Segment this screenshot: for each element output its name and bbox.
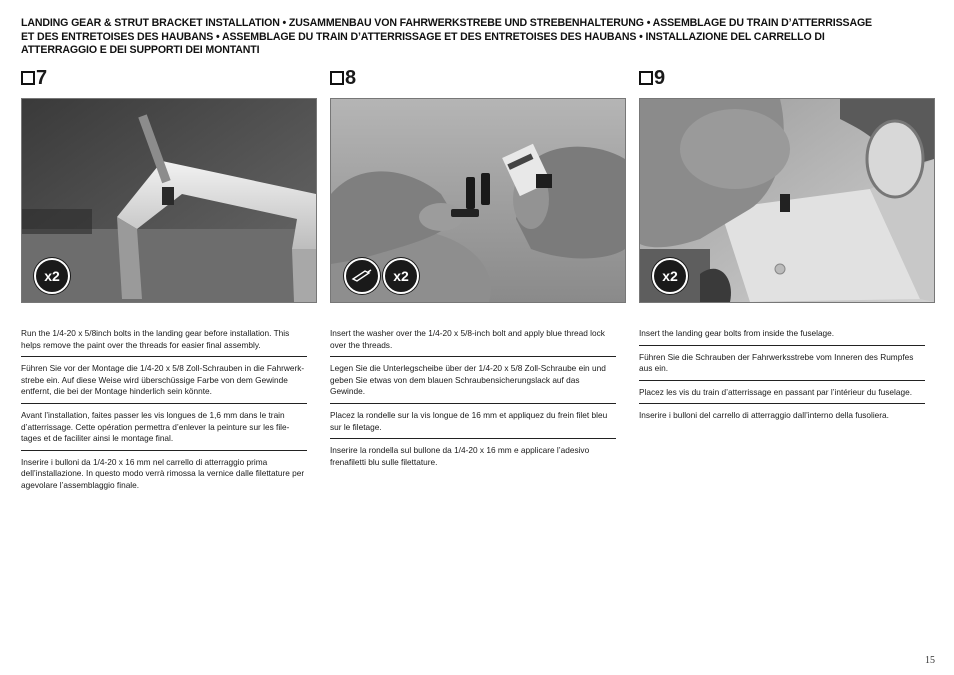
checkbox-icon[interactable] — [21, 71, 35, 85]
instruction-fr: Placez les vis du train d’atterrissage en passant par l’intérieur du fuselage. — [639, 387, 925, 405]
step-number-label: 8 — [345, 67, 357, 89]
quantity-badge: x2 — [383, 258, 419, 294]
step-8 — [330, 67, 626, 467]
step-number — [21, 67, 317, 89]
step-number-label: 9 — [654, 67, 666, 89]
step-number — [330, 67, 626, 89]
step-7 — [21, 67, 317, 490]
instruction-fr: Avant l’installation, faites passer les vis longues de 1,6 mm dans le train d’atterrissage. Cette opération permettra d’enlever la peinture sur les file-tages et de faciliter ainsi le montage final. — [21, 410, 307, 451]
quantity-badge: x2 — [652, 258, 688, 294]
instruction-de: Führen Sie vor der Montage die 1/4-20 x 5/8 Zoll-Schrauben in die Fahrwerk-strebe ein. Auf diese Weise wird überschüssige Farbe von dem Gewinde entfernt, die bei der Montage hinderlich sein könnte. — [21, 363, 307, 404]
threadlock-tube-icon — [344, 258, 380, 294]
step-9-instructions — [639, 328, 925, 433]
instruction-it: Inserire la rondella sul bullone da 1/4-20 x 16 mm e applicare l’adesivo frenafiletti blu sulle filettature. — [330, 445, 590, 467]
checkbox-icon[interactable] — [330, 71, 344, 85]
step-9 — [639, 67, 935, 421]
instruction-de: Legen Sie die Unterlegscheibe über der 1/4-20 x 5/8 Zoll-Schraube ein und geben Sie etwas von dem blauen Schraubensicherungslack auf das Gewinde. — [330, 363, 616, 404]
step-9-photo — [639, 98, 935, 303]
step-7-instructions — [21, 328, 307, 503]
page-title: LANDING GEAR & STRUT BRACKET INSTALLATION • ZUSAMMENBAU VON FAHRWERKSTREBE UND STREBENHALTERUNG • ASSEMBLAGE DU TRAIN D’ATTERRISSAGE ET DES ENTRETOISES DES HAUBANS • ASSEMBLAGE DU TRAIN D’ATTERRISSAGE ET DES ENTRETOISES DES HAUBANS • INSTALLAZIONE DEL CARRELLO DI ATTERRAGGIO E DEI SUPPORTI DEI MONTANTI — [21, 17, 872, 57]
checkbox-icon[interactable] — [639, 71, 653, 85]
step-8-instructions — [330, 328, 616, 479]
instruction-it: Inserire i bulloni del carrello di atterraggio dall’interno della fusoliera. — [639, 410, 889, 421]
instruction-it: Inserire i bulloni da 1/4-20 x 16 mm nel carrello di atterraggio prima dell’installazione. In questo modo verrà rimossa la vernice dalle filettature per agevolare l’assemblaggio finale. — [21, 456, 305, 490]
step-number-label: 7 — [36, 67, 48, 89]
instruction-fr: Placez la rondelle sur la vis longue de 16 mm et appliquez du frein filet bleu sur le filetage. — [330, 410, 616, 439]
instruction-de: Führen Sie die Schrauben der Fahrwerksstrebe vom Inneren des Rumpfes aus ein. — [639, 352, 925, 381]
step-7-photo — [21, 98, 317, 303]
instruction-en: Insert the landing gear bolts from inside the fuselage. — [639, 328, 925, 346]
step-number — [639, 67, 935, 89]
threadlock-tube-glyph — [351, 269, 373, 283]
step-8-photo — [330, 98, 626, 303]
quantity-badge: x2 — [34, 258, 70, 294]
page-number: 15 — [925, 655, 935, 666]
instruction-en: Insert the washer over the 1/4-20 x 5/8-inch bolt and apply blue thread lock over the threads. — [330, 328, 616, 357]
instruction-en: Run the 1/4-20 x 5/8inch bolts in the landing gear before installation. This helps remove the paint over the threads for easier final assembly. — [21, 328, 307, 357]
